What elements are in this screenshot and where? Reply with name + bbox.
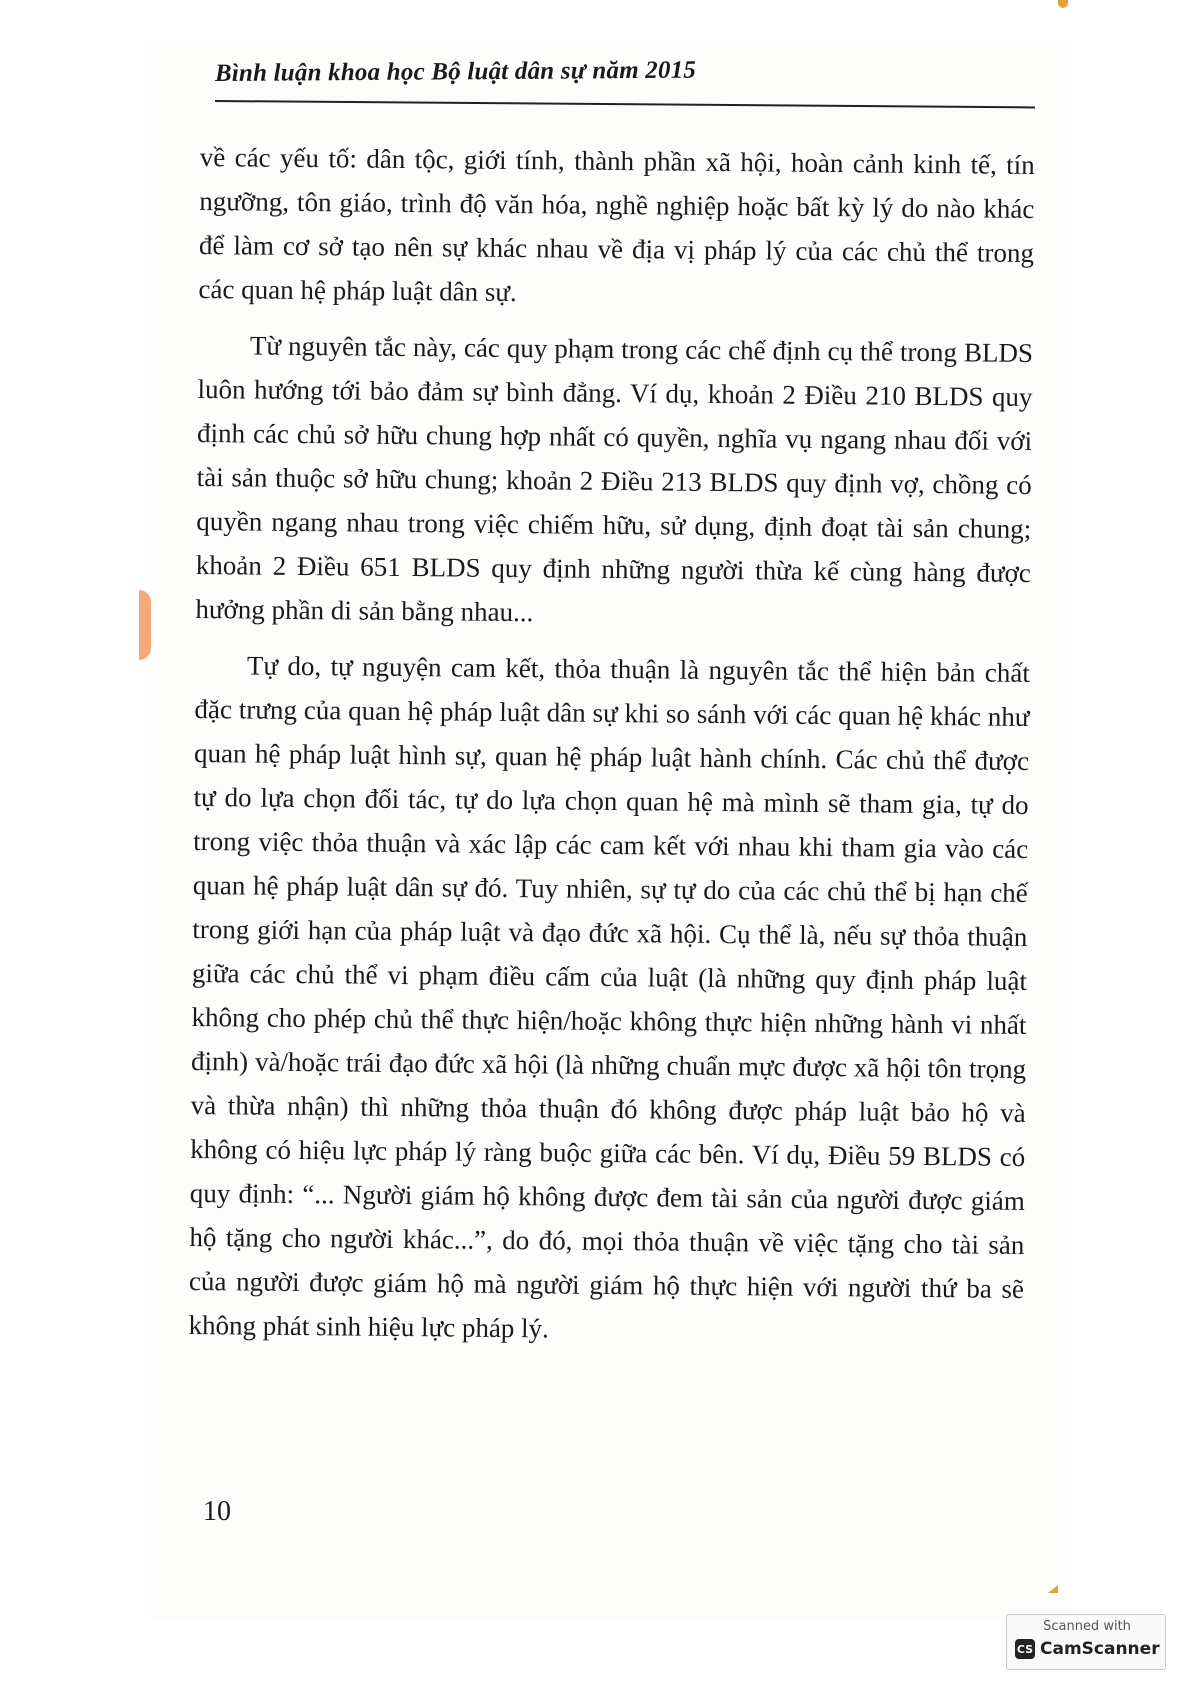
watermark-brand: CamScanner xyxy=(1040,1639,1160,1659)
camscanner-watermark xyxy=(1006,1614,1166,1670)
paragraph-freedom-principle: Tự do, tự nguyện cam kết, thỏa thuận là nguyên tắc thể hiện bản chất đặc trưng của quan hệ pháp luật dân sự khi so sánh với các quan hệ khác như quan hệ pháp luật hình sự, quan hệ pháp luật hành chính. Các chủ thể được tự do lựa chọn đối tác, tự do lựa chọn quan hệ mà mình sẽ tham gia, tự do trong việc thỏa thuận và xác lập các cam kết với nhau khi tham gia vào các quan hệ pháp luật dân sự đó. Tuy nhiên, sự tự do của các chủ thể bị hạn chế trong giới hạn của pháp luật và đạo đức xã hội. Cụ thể là, nếu sự thỏa thuận giữa các chủ thể vi phạm điều cấm của luật (là những quy định pháp luật không cho phép chủ thể thực hiện/hoặc không thực hiện những hành vi nhất định) và/hoặc trái đạo đức xã hội (là những chuẩn mực được xã hội tôn trọng và thừa nhận) thì những thỏa thuận đó không được pháp luật bảo hộ và không có hiệu lực pháp lý ràng buộc giữa các bên. Ví dụ, Điều 59 BLDS có quy định: “... Người giám hộ không được đem tài sản của người được giám hộ tặng cho người khác...”, do đó, mọi thỏa thuận về việc tặng cho tài sản của người được giám hộ mà người giám hộ thực hiện với người thứ ba sẽ không phát sinh hiệu lực pháp lý. xyxy=(188,650,1031,1344)
watermark-caption: Scanned with xyxy=(1043,1619,1131,1634)
corner-mark xyxy=(1058,0,1068,8)
paragraph-equality-examples: Từ nguyên tắc này, các quy phạm trong các chế định cụ thể trong BLDS luôn hướng tới bảo đảm sự bình đẳng. Ví dụ, khoản 2 Điều 210 BLDS quy định các chủ sở hữu chung hợp nhất có quyền, nghĩa vụ ngang nhau đối với tài sản thuộc sở hữu chung; khoản 2 Điều 213 BLDS quy định vợ, chồng có quyền ngang nhau trong việc chiếm hữu, sử dụng, định đoạt tài sản chung; khoản 2 Điều 651 BLDS quy định những người thừa kế cùng hàng được hưởng phần di sản bằng nhau... xyxy=(195,330,1034,628)
paragraph-continuation: về các yếu tố: dân tộc, giới tính, thành phần xã hội, hoàn cảnh kinh tế, tín ngưỡng, tôn giáo, trình độ văn hóa, nghề nghiệp hoặc bất kỳ lý do nào khác để làm cơ sở tạo nên sự khác nhau về địa vị pháp lý của các chủ thể trong các quan hệ pháp luật dân sự. xyxy=(198,141,1035,308)
running-header xyxy=(214,56,1035,110)
camscanner-logo-icon: CS xyxy=(1015,1639,1035,1659)
edge-mark xyxy=(139,590,151,660)
page-number: 10 xyxy=(203,1496,231,1527)
watermark-brand-row xyxy=(1015,1639,1159,1659)
header-title: Bình luận khoa học Bộ luật dân sự năm 2015 xyxy=(214,56,697,88)
header-rule xyxy=(215,100,1035,108)
body-text xyxy=(188,135,1035,1367)
